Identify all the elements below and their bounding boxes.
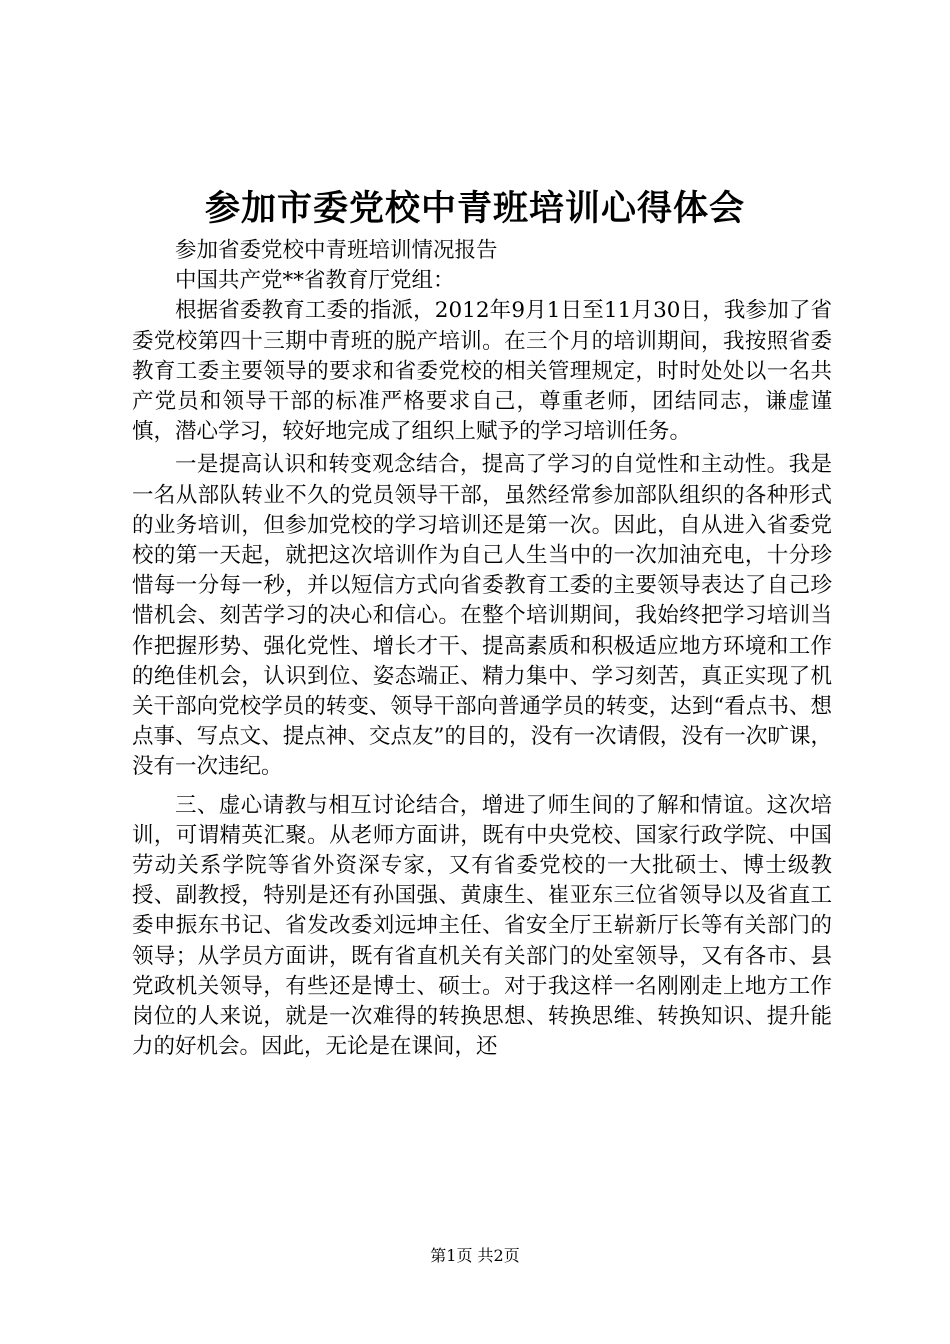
- paragraph-intro: 根据省委教育工委的指派，2012年9月1日至11月30日，我参加了省委党校第四十三期中青班的脱产培训。在三个月的培训期间，我按照省委教育工委主要领导的要求和省委党校的相关管理规定，时时处处以一名共产党员和领导干部的标准严格要求自己，尊重老师，团结同志，谦虚谨慎，潜心学习，较好地完成了组织上赋予的学习培训任务。: [132, 298, 832, 445]
- paragraph-point-three: 三、虚心请教与相互讨论结合，增进了师生间的了解和情谊。这次培训，可谓精英汇聚。从老师方面讲，既有中央党校、国家行政学院、中国劳动关系学院等省外资深专家，又有省委党校的一大批硕士、博士级教授、副教授，特别是还有孙国强、黄康生、崔亚东三位省领导以及省直工委申振东书记、省发改委刘远坤主任、省安全厅王崭新厅长等有关部门的领导；从学员方面讲，既有省直机关有关部门的处室领导，又有各市、县党政机关领导，有些还是博士、硕士。对于我这样一名刚刚走上地方工作岗位的人来说，就是一次难得的转换思想、转换思维、转换知识、提升能力的好机会。因此，无论是在课间，还: [132, 792, 832, 1060]
- document-title: 参加市委党校中青班培训心得体会: [204, 188, 745, 229]
- salutation: 中国共产党**省教育厅党组：: [175, 268, 455, 294]
- document-body: [132, 236, 832, 1062]
- paragraph-point-one: 一是提高认识和转变观念结合，提高了学习的自觉性和主动性。我是一名从部队转业不久的党员领导干部，虽然经常参加部队组织的各种形式的业务培训，但参加党校的学习培训还是第一次。因此，自从进入省委党校的第一天起，就把这次培训作为自己人生当中的一次加油充电，十分珍惜每一分每一秒，并以短信方式向省委教育工委的主要领导表达了自己珍惜机会、刻苦学习的决心和信心。在整个培训期间，我始终把学习培训当作把握形势、强化党性、增长才干、提高素质和积极适应地方环境和工作的绝佳机会，认识到位、姿态端正、精力集中、学习刻苦，真正实现了机关干部向党校学员的转变、领导干部向普通学员的转变，达到“看点书、想点事、写点文、提点神、交点友”的目的，没有一次请假，没有一次旷课，没有一次违纪。: [132, 452, 832, 780]
- page-number: 第1页 共2页: [430, 1246, 520, 1265]
- report-subtitle: 参加省委党校中青班培训情况报告: [175, 238, 498, 263]
